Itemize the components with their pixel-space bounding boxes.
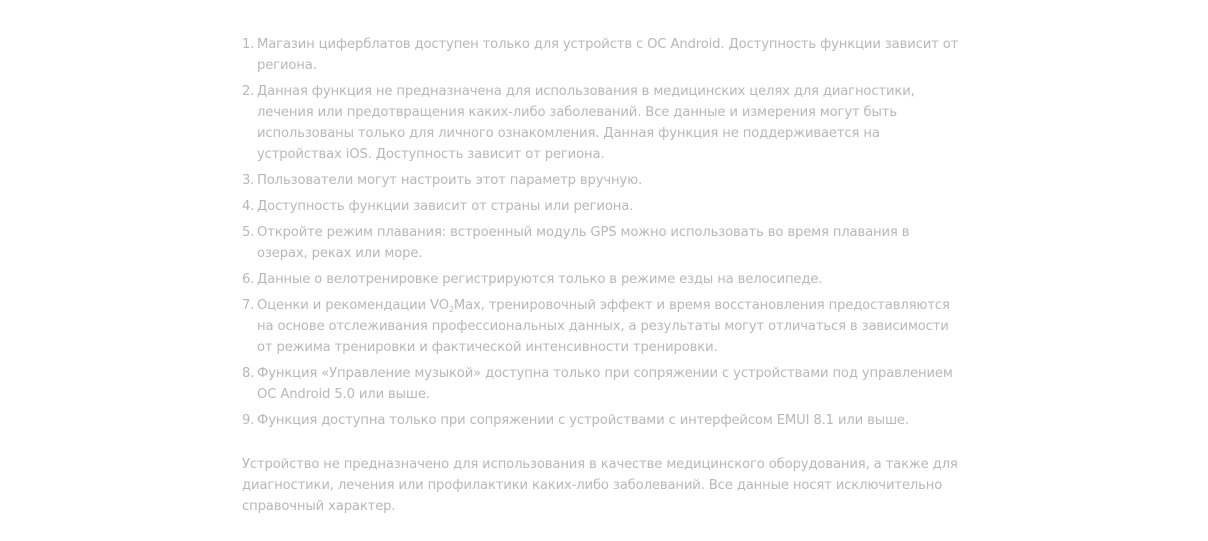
footnote-text	[257, 295, 962, 358]
footnote-text-end: Max, тренировочный эффект и время восстановления предоставляются на основе отслеживания профессиональных данных, а результаты могут отличаться в зависимости от режима тренировки и фактической интенсивности тренировки.	[257, 298, 950, 355]
footnote-number: 4.	[242, 199, 255, 214]
footnote-2	[242, 81, 962, 165]
footnote-number: 5.	[242, 225, 255, 240]
footnotes-list	[242, 34, 962, 431]
footnote-1	[242, 34, 962, 76]
footnote-9	[242, 410, 962, 431]
footnote-text: Данные о велотренировке регистрируются только в режиме езды на велосипеде.	[257, 272, 823, 287]
footnote-4	[242, 196, 962, 217]
footnote-number: 3.	[242, 173, 255, 188]
footnote-number: 2.	[242, 84, 255, 99]
footnote-text: Функция «Управление музыкой» доступна только при сопряжении с устройствами под управлением ОС Android 5.0 или выше.	[257, 366, 953, 402]
footnote-3	[242, 170, 962, 191]
footnote-number: 6.	[242, 272, 255, 287]
footnote-7	[242, 295, 962, 358]
footnote-8	[242, 363, 962, 405]
footnote-5	[242, 222, 962, 264]
footnote-number: 8.	[242, 366, 255, 381]
footnote-text: Откройте режим плавания: встроенный модуль GPS можно использовать во время плавания в озерах, реках или море.	[257, 225, 910, 261]
footnote-text: Магазин циферблатов доступен только для устройств с ОС Android. Доступность функции зависит от региона.	[257, 37, 959, 73]
footnote-text: Функция доступна только при сопряжении с устройствами с интерфейсом EMUI 8.1 или выше.	[257, 413, 909, 428]
footnote-text: Пользователи могут настроить этот параметр вручную.	[257, 173, 643, 188]
footnote-text: Данная функция не предназначена для использования в медицинских целях для диагностики, лечения или предотвращения каких-либо заболеваний. Все данные и измерения могут быть использованы только для личного ознакомления. Данная функция не поддерживается на устройствах iOS. Доступность зависит от региона.	[257, 84, 915, 162]
footnote-text: Доступность функции зависит от страны или региона.	[257, 199, 634, 214]
vo2-subscript: 2	[448, 305, 454, 314]
footnote-text-start: Оценки и рекомендации VO	[257, 298, 449, 313]
footnote-number: 9.	[242, 413, 255, 428]
footnote-6	[242, 269, 962, 290]
footnote-number: 1.	[242, 37, 255, 52]
footnotes-section	[242, 34, 962, 517]
medical-disclaimer: Устройство не предназначено для использования в качестве медицинского оборудования, а также для диагностики, лечения или профилактики каких-либо заболеваний. Все данные носят исключительно справочный характер.	[242, 457, 958, 514]
footnote-number: 7.	[242, 298, 255, 313]
